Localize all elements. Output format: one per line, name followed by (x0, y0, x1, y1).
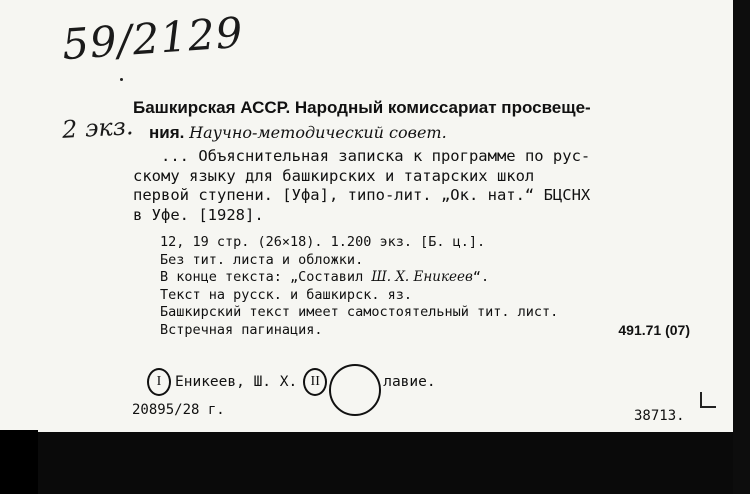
print-number: 20895/28 г. (132, 402, 225, 418)
tracing-title-end: лавие. (383, 374, 436, 390)
tracing-author: Еникеев, Ш. Х. (175, 374, 298, 390)
heading-council: Научно-методический совет. (189, 123, 447, 142)
heading-line-2-start: ния. (149, 123, 185, 142)
background-dark (733, 0, 750, 494)
compiler-note (160, 269, 700, 287)
tracing-1-marker: I (147, 368, 171, 396)
card-heading (133, 95, 693, 145)
heading-line-1: Башкирская АССР. Народный комиссариат просвеще- (133, 98, 591, 117)
tracings (147, 356, 436, 408)
description-line: скому языку для башкирских и татарских школ (133, 166, 535, 185)
note-line: Башкирский текст имеет самостоятельный тит. лист. (160, 304, 559, 320)
description-line: в Уфе. [1928]. (133, 205, 264, 224)
compiler-prefix: В конце текста: „Составил (160, 269, 372, 285)
background-dark (0, 430, 38, 494)
note-line: Текст на русск. и башкирск. яз. (160, 286, 412, 303)
background-dark (38, 432, 750, 494)
handwritten-number: 59/2129 (60, 7, 245, 70)
pagination-note: Встречная пагинация. (160, 321, 323, 338)
tracing-2-marker: II (303, 368, 327, 396)
handwritten-copies: 2 экз. (61, 112, 135, 144)
corner-mark (700, 392, 716, 408)
description-line: ... Объяснительная записка к программе по рус- (161, 147, 591, 165)
card-description (133, 147, 693, 225)
punch-mark (120, 78, 123, 81)
description-line: первой ступени. [Уфа], типо-лит. „Ок. нат.“ БЦСНХ (133, 186, 591, 205)
note-line: Без тит. листа и обложки. (160, 251, 364, 268)
heading-line-2 (133, 120, 693, 145)
pagination-row (160, 322, 690, 340)
card-notes (160, 234, 700, 339)
classification-number: 491.71 (07) (618, 321, 690, 338)
stamp-circle (329, 364, 381, 416)
compiler-name: Ш. Х. Еникеев (371, 269, 473, 285)
note-line: 12, 19 стр. (26×18). 1.200 экз. [Б. ц.]. (160, 234, 486, 250)
order-number: 38713. (634, 408, 685, 424)
compiler-suffix: “. (472, 269, 490, 285)
